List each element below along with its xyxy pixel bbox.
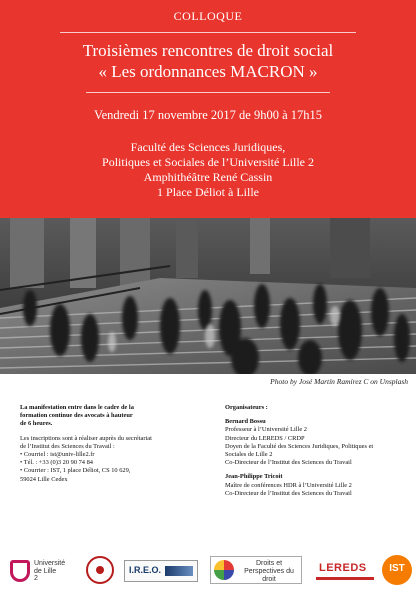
organizer-name: Bernard Bossu — [225, 418, 266, 426]
drpd-logo-line: Droits et — [255, 560, 283, 567]
organizer-2 — [225, 473, 400, 498]
ireo-logo — [124, 560, 198, 582]
registration-mail: • Courrier : IST, 1 place Déliot, CS 10 629, — [20, 467, 131, 475]
training-note-line: formation continue des avocats à hauteur — [20, 412, 133, 420]
lille-mark-icon — [10, 560, 30, 582]
registration-line: de l’Institut des Sciences du Travail : — [20, 442, 115, 450]
organizer-role: Professeur à l’Université Lille 2 — [225, 426, 307, 434]
organizer-role: Sociales de Lille 2 — [225, 451, 273, 459]
organizer-role: Co-Directeur de l’Institut des Sciences du Travail — [225, 489, 352, 497]
organizer-role: Doyen de la Faculté des Sciences Juridiques, Politiques et — [225, 442, 374, 450]
crowd-on-stairs-photo — [0, 218, 416, 374]
photo-drawing — [0, 218, 416, 374]
registration-line: Les inscriptions sont à réaliser auprès du secrétariat — [20, 434, 152, 442]
organizer-role: Co-Directeur de l’Institut des Sciences du Travail — [225, 459, 352, 467]
ist-logo-text: IST — [389, 563, 405, 574]
lille-logo-line: 2 — [34, 575, 38, 582]
registration-mail-city: 59024 Lille Cedex — [20, 475, 68, 483]
lereds-logo-text: LEREDS — [319, 562, 367, 574]
registration-info — [20, 435, 200, 484]
event-kicker: COLLOQUE — [173, 9, 243, 23]
event-title — [0, 40, 416, 82]
venue-line: Faculté des Sciences Juridiques, — [130, 140, 286, 154]
ist-logo — [382, 555, 412, 585]
universite-lille-logo — [10, 558, 74, 584]
event-venue — [0, 140, 416, 200]
lille-logo-line: de Lille — [34, 567, 57, 575]
partner-logos — [0, 550, 416, 590]
training-note-line: La manifestation entre dans le cadre de la — [20, 404, 134, 411]
drpd-logo-line: Perspectives du droit — [244, 568, 294, 583]
ireo-bar-icon — [165, 566, 193, 576]
registration-email[interactable]: • Courriel : ist@univ-lille2.fr — [20, 451, 95, 459]
organizers-column — [225, 404, 400, 498]
ireo-logo-text: I.R.E.O. — [129, 565, 162, 575]
header-banner — [0, 0, 416, 218]
photo-credit: Photo by José Martín Ramírez C on Unsplash — [270, 377, 408, 386]
lereds-logo — [316, 560, 374, 580]
organizer-name: Jean-Philippe Tricoit — [225, 473, 283, 481]
venue-line: Amphithéâtre René Cassin — [143, 170, 273, 184]
registration-phone: • Tél. : +33 (0)3 20 90 74 84 — [20, 459, 93, 467]
title-line-1: Troisièmes rencontres de droit social — [82, 41, 334, 60]
lille-logo-text — [34, 560, 65, 583]
info-column — [20, 404, 200, 490]
crest-logo-icon — [86, 556, 114, 584]
venue-line: 1 Place Déliot à Lille — [157, 185, 259, 199]
training-note-line: de 6 heures. — [20, 420, 53, 428]
organizers-heading: Organisateurs : — [225, 404, 268, 411]
divider-top — [60, 32, 356, 33]
drpd-logo-text — [239, 560, 299, 584]
event-date: Vendredi 17 novembre 2017 de 9h00 à 17h15 — [93, 108, 323, 122]
droits-perspectives-logo — [210, 556, 302, 584]
title-line-2: « Les ordonnances MACRON » — [98, 62, 318, 81]
drpd-circle-icon — [214, 560, 234, 580]
venue-line: Politiques et Sociales de l’Université Lille 2 — [102, 155, 314, 169]
organizer-role: Maître de conférences HDR à l’Université Lille 2 — [225, 481, 352, 489]
organizer-1 — [225, 418, 400, 467]
lille-logo-line: Université — [34, 560, 66, 567]
training-note — [20, 404, 200, 429]
divider-middle — [86, 92, 330, 93]
organizer-role: Directeur du LEREDS / CRDP — [225, 434, 305, 442]
